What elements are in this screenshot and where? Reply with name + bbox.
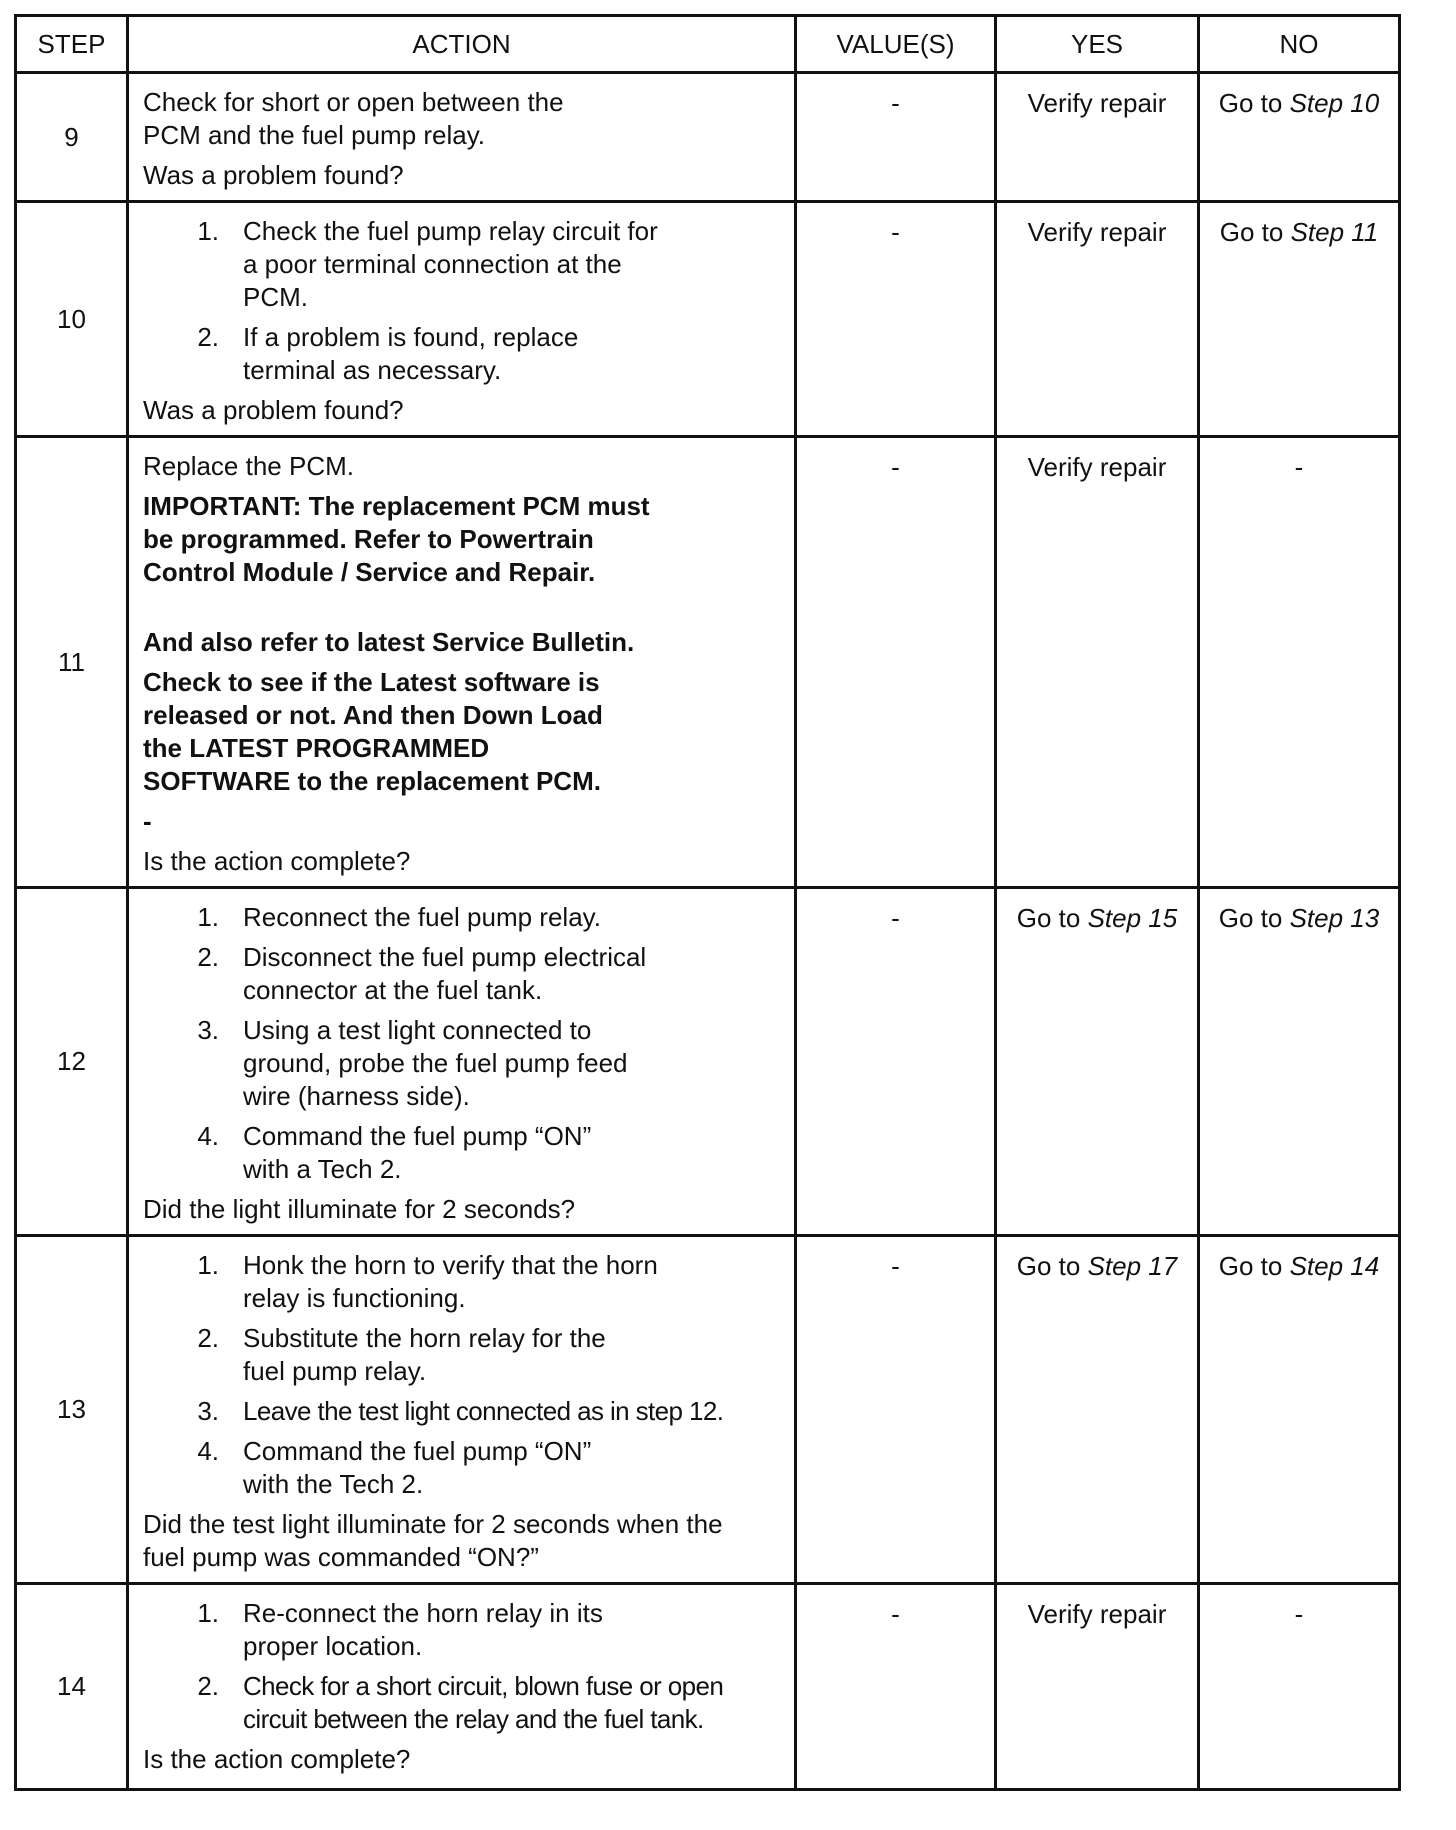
important-note: IMPORTANT: The replacement PCM must be programmed. Refer to Powertrain Control Module / Service and Repair. [143, 491, 650, 587]
step-reference: Step 10 [1289, 88, 1380, 118]
yes-cell [996, 1236, 1199, 1584]
table-row [16, 1236, 1400, 1584]
table-row [16, 437, 1400, 888]
item-text: Honk the horn to verify that the horn relay is functioning. [243, 1250, 658, 1313]
action-cell [128, 437, 796, 888]
action-cell [128, 888, 796, 1236]
header-action: ACTION [128, 16, 796, 73]
value-cell: - [796, 1584, 996, 1790]
value-cell: - [796, 202, 996, 437]
step-reference: Step 13 [1289, 903, 1380, 933]
list-item [143, 901, 784, 934]
item-number: 3. [197, 1396, 219, 1426]
action-cell [128, 1236, 796, 1584]
step-number: 14 [16, 1584, 128, 1790]
yes-cell: Verify repair [996, 202, 1199, 437]
header-row [16, 16, 1400, 73]
goto-prefix: Go to [1218, 88, 1290, 118]
question-text: Is the action complete? [143, 1744, 411, 1774]
list-item [143, 1249, 784, 1315]
item-number: 4. [197, 1436, 219, 1466]
list-item [143, 941, 784, 1007]
action-list [143, 1597, 784, 1736]
header-yes: YES [996, 16, 1199, 73]
step-reference: Step 15 [1087, 903, 1178, 933]
list-item [143, 1014, 784, 1113]
goto-prefix: Go to [1016, 903, 1088, 933]
step-reference: Step 17 [1087, 1251, 1178, 1281]
step-number: 12 [16, 888, 128, 1236]
no-cell: - [1199, 1584, 1400, 1790]
list-item [143, 1670, 784, 1736]
item-text: Check the fuel pump relay circuit for a poor terminal connection at the PCM. [243, 216, 658, 312]
bulletin-note: And also refer to latest Service Bulletin. [143, 627, 635, 657]
item-text: Leave the test light connected as in step 12. [243, 1396, 724, 1426]
item-number: 1. [197, 1598, 219, 1628]
table-row [16, 73, 1400, 202]
yes-cell [996, 888, 1199, 1236]
item-text: Disconnect the fuel pump electrical connector at the fuel tank. [243, 942, 647, 1005]
item-text: Check for a short circuit, blown fuse or open circuit between the relay and the fuel tank. [243, 1671, 724, 1734]
action-text: Check for short or open between the PCM and the fuel pump relay. [143, 87, 564, 150]
goto-prefix: Go to [1218, 1251, 1290, 1281]
no-cell [1199, 888, 1400, 1236]
yes-cell: Verify repair [996, 73, 1199, 202]
header-no: NO [1199, 16, 1400, 73]
yes-cell: Verify repair [996, 1584, 1199, 1790]
step-number: 13 [16, 1236, 128, 1584]
action-cell [128, 1584, 796, 1790]
no-cell [1199, 1236, 1400, 1584]
goto-prefix: Go to [1219, 217, 1291, 247]
no-cell [1199, 73, 1400, 202]
question-text: Did the light illuminate for 2 seconds? [143, 1194, 576, 1224]
step-number: 10 [16, 202, 128, 437]
item-number: 3. [197, 1015, 219, 1045]
list-item [143, 215, 784, 314]
item-text: Substitute the horn relay for the fuel pump relay. [243, 1323, 606, 1386]
item-number: 1. [197, 902, 219, 932]
header-step: STEP [16, 16, 128, 73]
yes-cell: Verify repair [996, 437, 1199, 888]
item-number: 2. [197, 1323, 219, 1353]
diagnostic-table [14, 14, 1401, 1791]
step-reference: Step 11 [1290, 217, 1379, 247]
action-list [143, 215, 784, 387]
header-values: VALUE(S) [796, 16, 996, 73]
question-text: Is the action complete? [143, 846, 411, 876]
question-text: Did the test light illuminate for 2 seconds when the fuel pump was commanded “ON?” [143, 1509, 723, 1572]
item-text: Command the fuel pump “ON” with the Tech 2. [243, 1436, 592, 1499]
no-cell: - [1199, 437, 1400, 888]
list-item [143, 1120, 784, 1186]
item-text: Re-connect the horn relay in its proper location. [243, 1598, 603, 1661]
table-row [16, 1584, 1400, 1790]
item-text: Using a test light connected to ground, probe the fuel pump feed wire (harness side). [243, 1015, 628, 1111]
item-number: 2. [197, 1671, 219, 1701]
dash-line: - [143, 806, 152, 836]
value-cell: - [796, 73, 996, 202]
value-cell: - [796, 1236, 996, 1584]
item-number: 2. [197, 322, 219, 352]
question-text: Was a problem found? [143, 160, 404, 190]
step-number: 9 [16, 73, 128, 202]
action-list [143, 901, 784, 1186]
step-number: 11 [16, 437, 128, 888]
software-note: Check to see if the Latest software is released or not. And then Down Load the LATEST PROGRAMMED SOFTWARE to the replacement PCM. [143, 667, 603, 796]
value-cell: - [796, 437, 996, 888]
action-list [143, 1249, 784, 1501]
question-text: Was a problem found? [143, 395, 404, 425]
value-cell: - [796, 888, 996, 1236]
item-number: 4. [197, 1121, 219, 1151]
goto-prefix: Go to [1218, 903, 1290, 933]
goto-prefix: Go to [1016, 1251, 1088, 1281]
action-cell [128, 202, 796, 437]
step-reference: Step 14 [1289, 1251, 1380, 1281]
item-number: 1. [197, 1250, 219, 1280]
table-row [16, 888, 1400, 1236]
list-item [143, 1395, 784, 1428]
item-text: Command the fuel pump “ON” with a Tech 2. [243, 1121, 592, 1184]
no-cell [1199, 202, 1400, 437]
action-cell [128, 73, 796, 202]
list-item [143, 321, 784, 387]
item-number: 2. [197, 942, 219, 972]
table-row [16, 202, 1400, 437]
item-text: If a problem is found, replace terminal as necessary. [243, 322, 579, 385]
item-number: 1. [197, 216, 219, 246]
list-item [143, 1435, 784, 1501]
list-item [143, 1597, 784, 1663]
item-text: Reconnect the fuel pump relay. [243, 902, 601, 932]
list-item [143, 1322, 784, 1388]
action-text: Replace the PCM. [143, 451, 354, 481]
